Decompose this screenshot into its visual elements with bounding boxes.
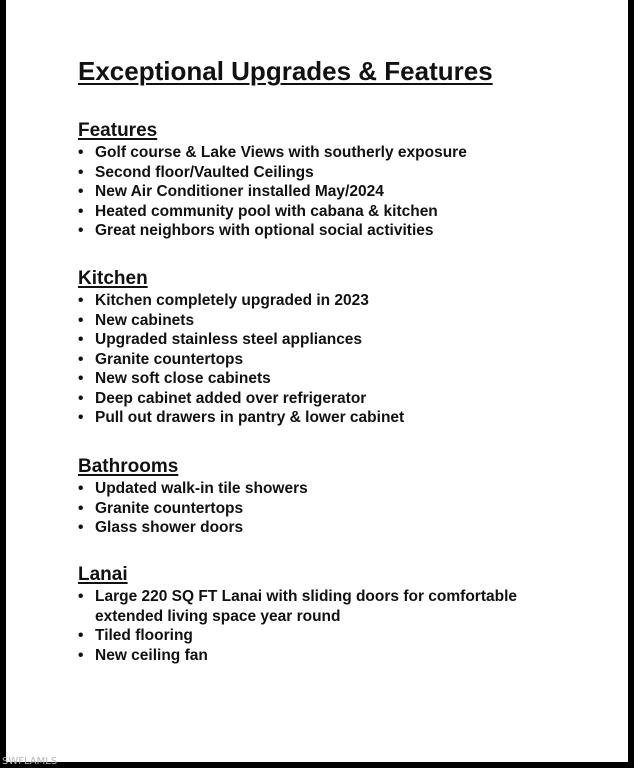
list-item [78,518,558,538]
list-item [78,479,558,499]
list-item [78,350,558,370]
bathrooms-list [78,479,558,538]
bullet-icon: • [78,480,84,497]
list-item [78,408,558,428]
document-page [6,0,628,762]
list-item [78,291,558,311]
bullet-icon: • [78,588,84,605]
bullet-icon: • [78,183,84,200]
list-item [78,202,558,222]
list-item-text: Kitchen completely upgraded in 2023 [95,292,369,309]
bullet-icon: • [78,350,84,368]
lanai-list [78,587,558,665]
watermark: SWFLAMLS [2,756,58,767]
section-heading-features: Features [78,120,158,141]
list-item-text: Pull out drawers in pantry & lower cabinet [95,409,405,426]
bullet-icon: • [78,409,84,426]
bullet-icon: • [78,144,84,161]
bullet-icon: • [78,202,84,220]
list-item [78,143,558,163]
list-item-text: Glass shower doors [95,519,244,536]
list-item [78,389,558,409]
list-item-text: New ceiling fan [95,646,208,664]
list-item-text: Updated walk-in tile showers [95,480,308,497]
bullet-icon: • [78,292,84,309]
list-item [78,587,558,626]
list-item-text: Deep cabinet added over refrigerator [95,389,367,407]
list-item-text: Granite countertops [95,350,244,368]
list-item-text: Upgraded stainless steel appliances [95,331,363,348]
list-item-text: Large 220 SQ FT Lanai with sliding doors for comfortable extended living space year round [95,588,518,625]
features-list [78,143,558,241]
bullet-icon: • [78,222,84,239]
section-heading-bathrooms: Bathrooms [78,456,179,477]
bullet-icon: • [78,627,84,644]
page-title: Exceptional Upgrades & Features [78,56,493,86]
section-lanai [78,564,558,665]
bullet-icon: • [78,163,84,181]
section-heading-kitchen: Kitchen [78,268,148,289]
list-item [78,330,558,350]
kitchen-list [78,291,558,428]
section-heading-lanai: Lanai [78,564,128,585]
list-item [78,646,558,666]
list-item [78,221,558,241]
list-item-text: Tiled flooring [95,627,193,644]
list-item [78,499,558,519]
bullet-icon: • [78,499,84,517]
list-item [78,626,558,646]
list-item-text: New soft close cabinets [95,370,271,387]
list-item [78,182,558,202]
list-item-text: Golf course & Lake Views with southerly exposure [95,144,467,161]
bullet-icon: • [78,519,84,536]
bullet-icon: • [78,389,84,407]
list-item-text: New cabinets [95,311,195,329]
bullet-icon: • [78,370,84,387]
list-item-text: Heated community pool with cabana & kitchen [95,202,438,220]
list-item-text: Granite countertops [95,499,244,517]
list-item [78,369,558,389]
bullet-icon: • [78,331,84,348]
section-features [78,120,558,241]
bullet-icon: • [78,311,84,329]
bullet-icon: • [78,646,84,664]
section-kitchen [78,268,558,428]
list-item [78,311,558,331]
list-item-text: Second floor/Vaulted Ceilings [95,163,314,181]
list-item-text: New Air Conditioner installed May/2024 [95,183,384,200]
section-bathrooms [78,456,558,538]
list-item-text: Great neighbors with optional social activities [95,222,434,239]
list-item [78,163,558,183]
